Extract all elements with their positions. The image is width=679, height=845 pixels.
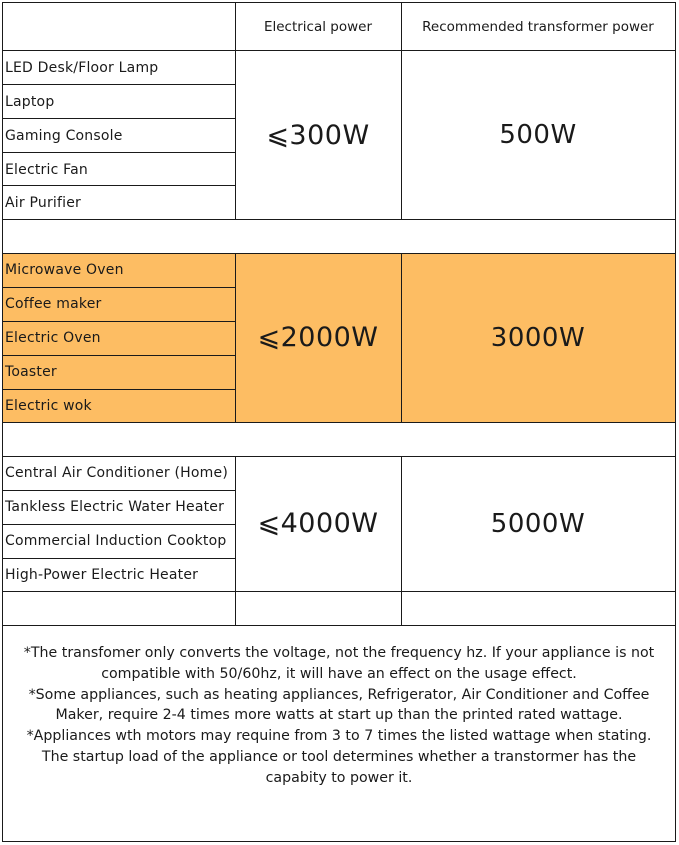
- appliance-item: Tankless Electric Water Heater: [5, 499, 225, 515]
- electrical-power-value: ⩽300W: [266, 119, 370, 151]
- recommended-power-value: 500W: [499, 120, 577, 150]
- appliance-item: Gaming Console: [5, 128, 123, 144]
- appliance-item: Commercial Induction Cooktop: [5, 533, 227, 549]
- grid-line: [401, 253, 402, 422]
- grid-line: [3, 490, 235, 491]
- grid-line: [3, 84, 235, 85]
- grid-line: [3, 422, 675, 423]
- note-line: *Appliances wth motors may requine from 3 to 7 times the listed wattage when stating.: [26, 728, 652, 745]
- grid-line: [3, 355, 235, 356]
- grid-line: [3, 219, 675, 220]
- grid-line: [235, 253, 236, 422]
- grid-line: [3, 625, 675, 626]
- grid-line: [3, 456, 675, 457]
- recommended-power-value: 5000W: [490, 508, 586, 539]
- grid-line: [3, 524, 235, 525]
- appliance-item: LED Desk/Floor Lamp: [5, 60, 159, 76]
- appliance-item: Laptop: [5, 94, 55, 110]
- spacer-row: [3, 422, 675, 456]
- grid-line: [3, 389, 235, 390]
- grid-line: [3, 591, 675, 592]
- grid-line: [3, 287, 235, 288]
- note-line: The startup load of the appliance or tool determines whether a transtormer has the: [41, 748, 637, 765]
- appliance-item: High-Power Electric Heater: [5, 566, 199, 583]
- note-line: compatible with 50/60hz, it will have an effect on the usage effect.: [101, 665, 577, 682]
- electrical-power-value: ⩽4000W: [257, 508, 379, 539]
- header-electrical-power: Electrical power: [263, 19, 373, 35]
- note-line: *The transfomer only converts the voltage, not the frequency hz. If your appliance is not: [23, 645, 655, 661]
- grid-line: [401, 3, 402, 219]
- appliance-item: Electric Oven: [5, 330, 101, 346]
- appliance-item: Electric Fan: [5, 161, 88, 178]
- appliance-item: Electric wok: [5, 397, 92, 414]
- header-col1: [3, 3, 235, 51]
- grid-line: [3, 50, 675, 51]
- power-table: [2, 2, 676, 842]
- note-line: *Some appliances, such as heating appliances, Refrigerator, Air Conditioner and Coffee: [28, 686, 650, 703]
- notes-block: [3, 643, 675, 803]
- grid-line: [3, 321, 235, 322]
- recommended-power-value: 3000W: [490, 322, 586, 353]
- grid-line: [3, 558, 235, 559]
- appliance-item: Microwave Oven: [5, 262, 124, 278]
- grid-line: [401, 456, 402, 625]
- appliance-item: Toaster: [5, 364, 57, 380]
- empty-row: [3, 591, 675, 625]
- grid-line: [235, 456, 236, 625]
- grid-line: [235, 3, 236, 219]
- grid-line: [3, 152, 235, 153]
- appliance-item: Coffee maker: [5, 296, 102, 312]
- appliance-item: Central Air Conditioner (Home): [5, 465, 228, 481]
- electrical-power-value: ⩽2000W: [257, 322, 379, 353]
- note-line: capabity to power it.: [265, 769, 413, 786]
- note-line: Maker, require 2-4 times more watts at start up than the printed rated wattage.: [55, 707, 623, 724]
- grid-line: [3, 118, 235, 119]
- header-recommended-power: Recommended transformer power: [422, 19, 654, 35]
- grid-line: [3, 253, 675, 254]
- appliance-item: Air Purifier: [5, 194, 81, 211]
- grid-line: [3, 185, 235, 186]
- spacer-row: [3, 219, 675, 253]
